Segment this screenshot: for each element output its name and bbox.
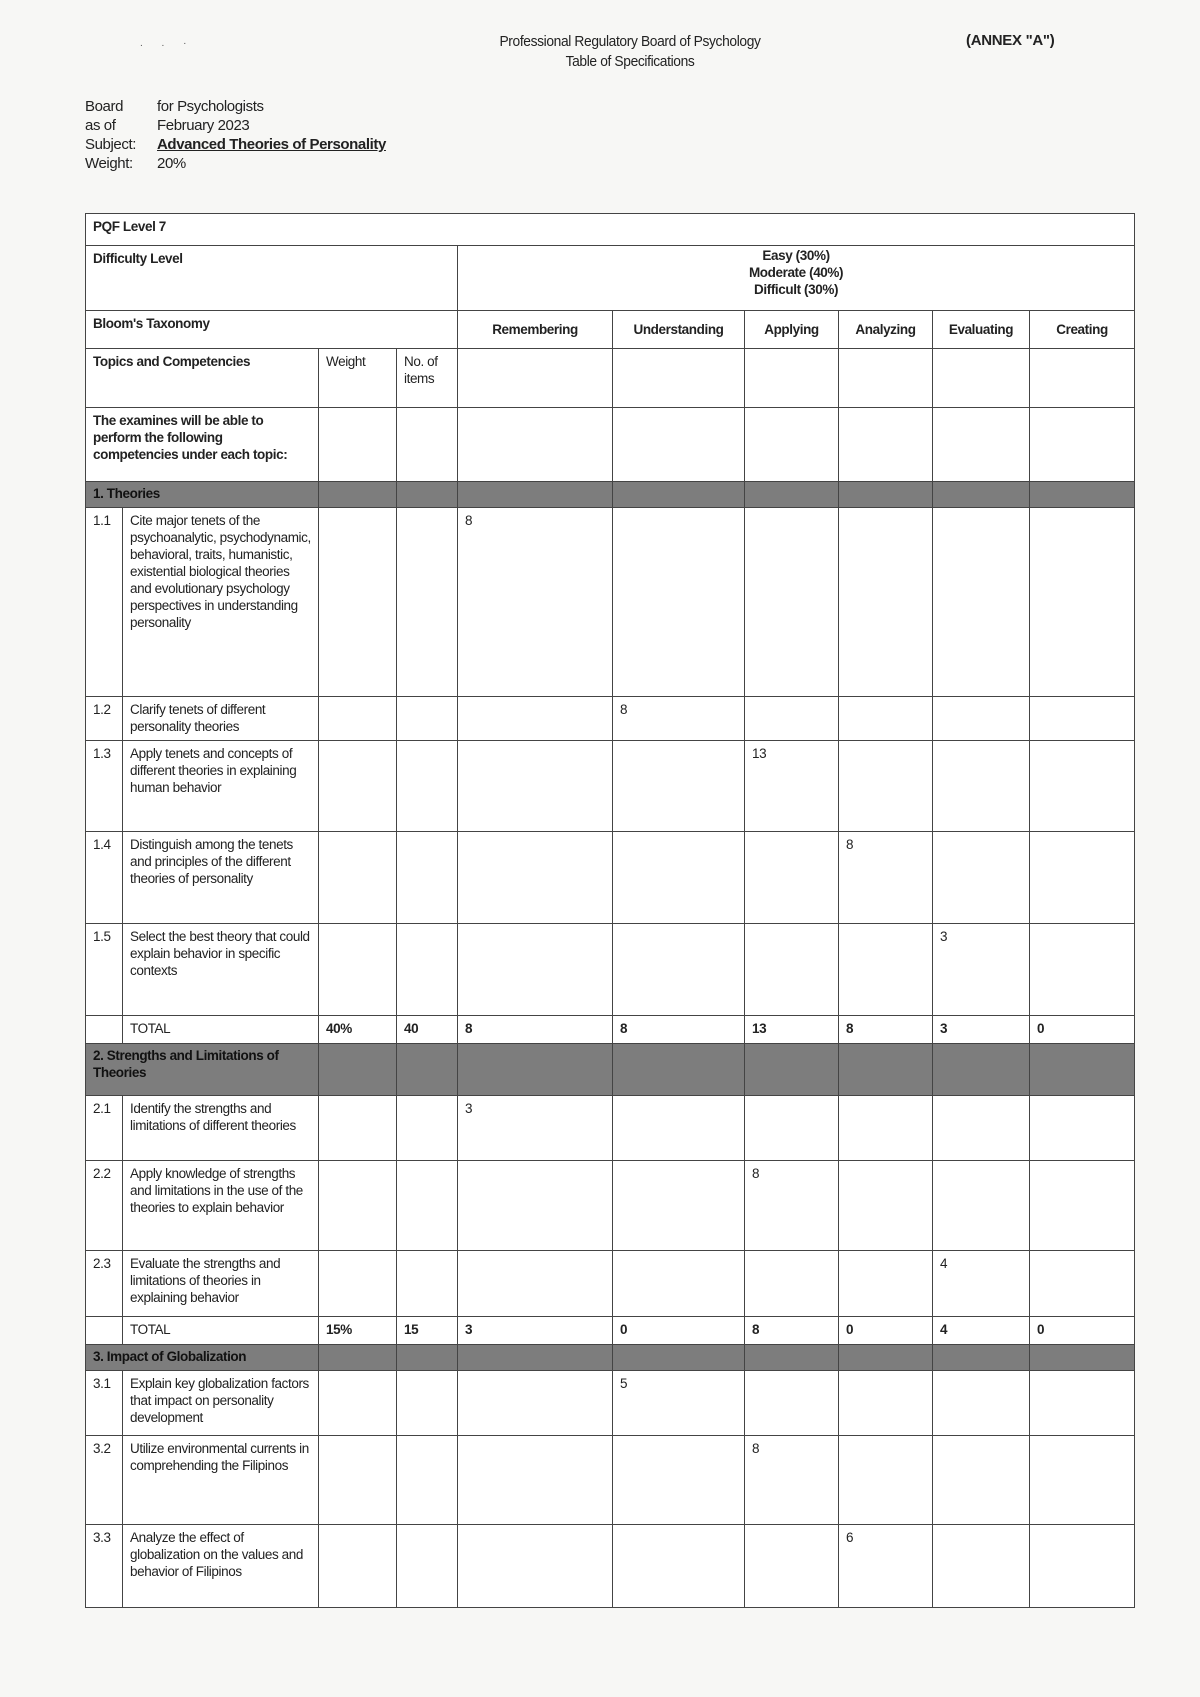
bloom-header-evaluating: Evaluating: [933, 311, 1030, 349]
value-applying: [745, 1371, 839, 1436]
difficulty-value: Difficult (30%): [754, 282, 839, 297]
total-remembering: 3: [458, 1317, 613, 1345]
shaded-cell: [933, 1345, 1030, 1371]
items-cell: [397, 924, 458, 1016]
items-cell: [397, 1096, 458, 1161]
value-evaluating: [933, 1096, 1030, 1161]
value-remembering: [458, 1436, 613, 1525]
total-evaluating: 4: [933, 1317, 1030, 1345]
document-meta: [85, 97, 386, 173]
value-applying: 13: [745, 741, 839, 832]
total-weight: 15%: [319, 1317, 397, 1345]
shaded-cell: [319, 1044, 397, 1096]
competency-text: Clarify tenets of different personality theories: [123, 697, 319, 741]
meta-weight: [85, 154, 386, 173]
value-evaluating: [933, 1436, 1030, 1525]
weight-cell: [319, 924, 397, 1016]
items-cell: [397, 1251, 458, 1317]
meta-subject: [85, 135, 386, 154]
total-row: [86, 1016, 1135, 1044]
value-understanding: [613, 508, 745, 697]
section-heading-row: [86, 482, 1135, 508]
scan-specks: . . ·: [140, 38, 195, 49]
competency-row: [86, 697, 1135, 741]
value-evaluating: [933, 508, 1030, 697]
competency-row: [86, 508, 1135, 697]
value-evaluating: [933, 697, 1030, 741]
shaded-cell: [933, 482, 1030, 508]
value-creating: [1030, 1525, 1135, 1608]
competency-text: Analyze the effect of globalization on the values and behavior of Filipinos: [123, 1525, 319, 1608]
value-remembering: 3: [458, 1096, 613, 1161]
value-understanding: [613, 1251, 745, 1317]
value-evaluating: [933, 1161, 1030, 1251]
meta-value: Advanced Theories of Personality: [157, 136, 386, 153]
value-remembering: [458, 697, 613, 741]
competency-row: [86, 1251, 1135, 1317]
value-creating: [1030, 1161, 1135, 1251]
bloom-row: [86, 311, 1135, 349]
competency-row: [86, 1161, 1135, 1251]
difficulty-value: Easy (30%): [762, 248, 830, 263]
competency-text: Select the best theory that could explain behavior in specific contexts: [123, 924, 319, 1016]
value-analyzing: [839, 1251, 933, 1317]
items-cell: [397, 1525, 458, 1608]
weight-cell: [319, 508, 397, 697]
competency-row: [86, 741, 1135, 832]
total-analyzing: 8: [839, 1016, 933, 1044]
value-creating: [1030, 1096, 1135, 1161]
empty-cell: [613, 408, 745, 482]
weight-cell: [319, 1096, 397, 1161]
value-understanding: [613, 1525, 745, 1608]
table-of-specifications: [85, 213, 1135, 1608]
competency-number: 3.3: [86, 1525, 123, 1608]
value-remembering: [458, 1525, 613, 1608]
difficulty-row: [86, 246, 1135, 311]
items-cell: [397, 741, 458, 832]
total-items: 40: [397, 1016, 458, 1044]
empty-cell: [1030, 349, 1135, 408]
shaded-cell: [1030, 1044, 1135, 1096]
value-understanding: 5: [613, 1371, 745, 1436]
value-applying: 8: [745, 1436, 839, 1525]
bloom-header-applying: Applying: [745, 311, 839, 349]
items-header: No. of items: [397, 349, 458, 408]
value-understanding: [613, 1436, 745, 1525]
value-evaluating: [933, 832, 1030, 924]
total-applying: 13: [745, 1016, 839, 1044]
competency-text: Apply knowledge of strengths and limitations in the use of the theories to explain behavior: [123, 1161, 319, 1251]
competency-row: [86, 1436, 1135, 1525]
weight-cell: [319, 1436, 397, 1525]
shaded-cell: [397, 1345, 458, 1371]
shaded-cell: [458, 482, 613, 508]
value-evaluating: [933, 1371, 1030, 1436]
value-evaluating: [933, 1525, 1030, 1608]
competency-number: 1.4: [86, 832, 123, 924]
value-creating: [1030, 697, 1135, 741]
empty-cell: [319, 408, 397, 482]
items-cell: [397, 832, 458, 924]
value-analyzing: 8: [839, 832, 933, 924]
value-applying: [745, 1251, 839, 1317]
meta-as-of: [85, 116, 386, 135]
shaded-cell: [745, 482, 839, 508]
shaded-cell: [397, 482, 458, 508]
weight-cell: [319, 1161, 397, 1251]
difficulty-values: [458, 246, 1135, 311]
value-remembering: [458, 924, 613, 1016]
shaded-cell: [1030, 482, 1135, 508]
value-understanding: [613, 1096, 745, 1161]
value-applying: [745, 1096, 839, 1161]
value-analyzing: 6: [839, 1525, 933, 1608]
competency-text: Utilize environmental currents in comprehending the Filipinos: [123, 1436, 319, 1525]
section-title: 2. Strengths and Limitations of Theories: [86, 1044, 319, 1096]
value-remembering: [458, 1161, 613, 1251]
shaded-cell: [839, 1345, 933, 1371]
items-cell: [397, 508, 458, 697]
shaded-cell: [458, 1044, 613, 1096]
total-applying: 8: [745, 1317, 839, 1345]
pqf-row: [86, 214, 1135, 246]
section-title: 1. Theories: [86, 482, 319, 508]
competency-text: Evaluate the strengths and limitations of theories in explaining behavior: [123, 1251, 319, 1317]
value-remembering: [458, 741, 613, 832]
section-title: 3. Impact of Globalization: [86, 1345, 319, 1371]
total-spacer: [86, 1016, 123, 1044]
shaded-cell: [319, 482, 397, 508]
shaded-cell: [839, 482, 933, 508]
total-label: TOTAL: [123, 1016, 319, 1044]
value-evaluating: 3: [933, 924, 1030, 1016]
value-remembering: 8: [458, 508, 613, 697]
shaded-cell: [397, 1044, 458, 1096]
intro-row: [86, 408, 1135, 482]
empty-cell: [458, 349, 613, 408]
items-cell: [397, 697, 458, 741]
empty-cell: [933, 349, 1030, 408]
total-spacer: [86, 1317, 123, 1345]
value-evaluating: 4: [933, 1251, 1030, 1317]
competency-number: 2.2: [86, 1161, 123, 1251]
competency-number: 3.1: [86, 1371, 123, 1436]
shaded-cell: [745, 1044, 839, 1096]
intro-text: The examines will be able to perform the following competencies under each topic:: [86, 408, 319, 482]
meta-board: [85, 97, 386, 116]
total-creating: 0: [1030, 1016, 1135, 1044]
competency-text: Identify the strengths and limitations of different theories: [123, 1096, 319, 1161]
difficulty-value: Moderate (40%): [748, 265, 844, 280]
items-cell: [397, 1436, 458, 1525]
shaded-cell: [458, 1345, 613, 1371]
value-creating: [1030, 741, 1135, 832]
total-row: [86, 1317, 1135, 1345]
competency-number: 2.3: [86, 1251, 123, 1317]
value-analyzing: [839, 1161, 933, 1251]
value-applying: [745, 508, 839, 697]
value-applying: [745, 832, 839, 924]
total-analyzing: 0: [839, 1317, 933, 1345]
items-cell: [397, 1371, 458, 1436]
bloom-header-remembering: Remembering: [458, 311, 613, 349]
title-line-1: Professional Regulatory Board of Psychology: [499, 33, 761, 50]
shaded-cell: [839, 1044, 933, 1096]
competency-text: Explain key globalization factors that impact on personality development: [123, 1371, 319, 1436]
value-analyzing: [839, 924, 933, 1016]
total-remembering: 8: [458, 1016, 613, 1044]
total-weight: 40%: [319, 1016, 397, 1044]
column-header-row: [86, 349, 1135, 408]
weight-header: Weight: [319, 349, 397, 408]
total-understanding: 0: [613, 1317, 745, 1345]
meta-key: as of: [85, 117, 116, 134]
shaded-cell: [613, 1044, 745, 1096]
empty-cell: [933, 408, 1030, 482]
total-items: 15: [397, 1317, 458, 1345]
competency-row: [86, 1525, 1135, 1608]
value-remembering: [458, 832, 613, 924]
value-understanding: [613, 1161, 745, 1251]
empty-cell: [745, 408, 839, 482]
value-analyzing: [839, 741, 933, 832]
annex-label: (ANNEX "A"): [966, 32, 1055, 49]
section-heading-row: [86, 1044, 1135, 1096]
value-remembering: [458, 1251, 613, 1317]
meta-key: Subject:: [85, 136, 136, 153]
value-analyzing: [839, 1371, 933, 1436]
competency-row: [86, 1096, 1135, 1161]
weight-cell: [319, 1525, 397, 1608]
shaded-cell: [613, 482, 745, 508]
shaded-cell: [613, 1345, 745, 1371]
bloom-label: Bloom's Taxonomy: [86, 311, 458, 349]
weight-cell: [319, 697, 397, 741]
total-creating: 0: [1030, 1317, 1135, 1345]
meta-value: February 2023: [157, 117, 250, 134]
empty-cell: [839, 408, 933, 482]
bloom-header-analyzing: Analyzing: [839, 311, 933, 349]
value-applying: 8: [745, 1161, 839, 1251]
value-creating: [1030, 1251, 1135, 1317]
competency-number: 1.5: [86, 924, 123, 1016]
shaded-cell: [933, 1044, 1030, 1096]
total-label: TOTAL: [123, 1317, 319, 1345]
bloom-header-creating: Creating: [1030, 311, 1135, 349]
empty-cell: [613, 349, 745, 408]
value-analyzing: [839, 508, 933, 697]
competency-row: [86, 1371, 1135, 1436]
value-remembering: [458, 1371, 613, 1436]
value-understanding: [613, 832, 745, 924]
section-heading-row: [86, 1345, 1135, 1371]
meta-value: for Psychologists: [157, 98, 264, 115]
weight-cell: [319, 832, 397, 924]
value-analyzing: [839, 1096, 933, 1161]
value-creating: [1030, 1371, 1135, 1436]
value-creating: [1030, 924, 1135, 1016]
value-applying: [745, 697, 839, 741]
competency-number: 1.1: [86, 508, 123, 697]
total-understanding: 8: [613, 1016, 745, 1044]
shaded-cell: [745, 1345, 839, 1371]
bloom-header-understanding: Understanding: [613, 311, 745, 349]
competency-number: 1.3: [86, 741, 123, 832]
value-evaluating: [933, 741, 1030, 832]
shaded-cell: [319, 1345, 397, 1371]
value-understanding: [613, 741, 745, 832]
competency-number: 3.2: [86, 1436, 123, 1525]
value-creating: [1030, 832, 1135, 924]
empty-cell: [458, 408, 613, 482]
shaded-cell: [1030, 1345, 1135, 1371]
empty-cell: [397, 408, 458, 482]
value-analyzing: [839, 697, 933, 741]
weight-cell: [319, 1371, 397, 1436]
meta-key: Board: [85, 98, 124, 115]
value-analyzing: [839, 1436, 933, 1525]
weight-cell: [319, 1251, 397, 1317]
meta-value: 20%: [157, 155, 186, 172]
weight-cell: [319, 741, 397, 832]
value-applying: [745, 924, 839, 1016]
empty-cell: [1030, 408, 1135, 482]
competency-row: [86, 832, 1135, 924]
empty-cell: [839, 349, 933, 408]
pqf-level: PQF Level 7: [86, 214, 1135, 246]
value-understanding: 8: [613, 697, 745, 741]
items-cell: [397, 1161, 458, 1251]
competency-text: Distinguish among the tenets and principles of the different theories of personality: [123, 832, 319, 924]
value-creating: [1030, 508, 1135, 697]
empty-cell: [745, 349, 839, 408]
meta-key: Weight:: [85, 155, 133, 172]
difficulty-label: Difficulty Level: [86, 246, 458, 311]
competency-number: 2.1: [86, 1096, 123, 1161]
competency-text: Cite major tenets of the psychoanalytic, psychodynamic, behavioral, traits, humanistic, existential biological theories and evolutionary psychology perspectives in understanding personality: [123, 508, 319, 697]
value-creating: [1030, 1436, 1135, 1525]
competency-text: Apply tenets and concepts of different theories in explaining human behavior: [123, 741, 319, 832]
title-line-2: Table of Specifications: [565, 53, 695, 70]
value-applying: [745, 1525, 839, 1608]
topics-header: Topics and Competencies: [86, 349, 319, 408]
competency-number: 1.2: [86, 697, 123, 741]
total-evaluating: 3: [933, 1016, 1030, 1044]
competency-row: [86, 924, 1135, 1016]
value-understanding: [613, 924, 745, 1016]
